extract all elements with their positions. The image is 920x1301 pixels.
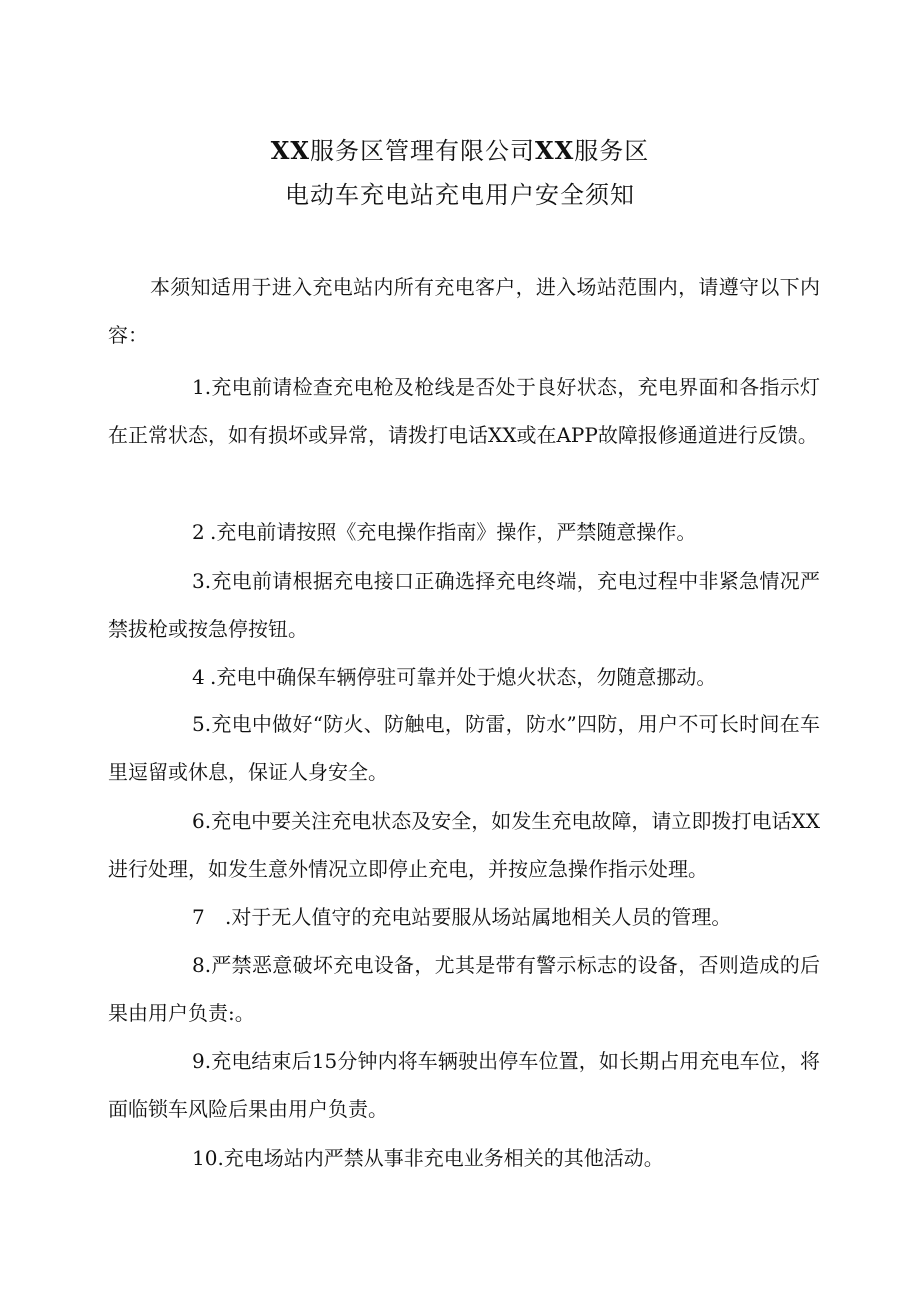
rule-item-3 bbox=[108, 557, 820, 653]
document-title-line1 bbox=[0, 131, 920, 166]
rule-number: 1 bbox=[192, 375, 205, 399]
rule-text: .充电中要关注充电状态及安全，如发生充电故障，请立即拨打电话XX进行处理，如发生意外情况立即停止充电，并按应急操作指示处理。 bbox=[108, 809, 820, 881]
rule-text: .充电前请根据充电接口正确选择充电终端，充电过程中非紧急情况严禁拔枪或按急停按钮。 bbox=[108, 569, 820, 641]
rule-number: 4 bbox=[192, 665, 205, 689]
rule-number: 10 bbox=[192, 1146, 218, 1170]
rule-item-1 bbox=[108, 363, 820, 459]
rule-number: 2 bbox=[192, 520, 205, 544]
title-xx-a: XX bbox=[270, 136, 310, 165]
rule-number: 3 bbox=[192, 569, 205, 593]
rule-text: .充电前请检查充电枪及枪线是否处于良好状态，充电界面和各指示灯在正常状态，如有损坏或异常，请拨打电话XX或在APP故障报修通道进行反馈。 bbox=[108, 375, 820, 447]
rule-number: 9 bbox=[192, 1049, 205, 1073]
title-xx-b: XX bbox=[535, 136, 575, 165]
rule-item-9 bbox=[108, 1037, 820, 1133]
rule-item-4 bbox=[108, 653, 820, 701]
rule-item-6 bbox=[108, 797, 820, 893]
title-service-area: 服务区 bbox=[574, 137, 650, 165]
rule-text: .严禁恶意破坏充电设备，尤其是带有警示标志的设备，否则造成的后果由用户负责:。 bbox=[108, 953, 820, 1025]
rule-number: 8 bbox=[192, 953, 205, 977]
rule-text: .对于无人值守的充电站要服从场站属地相关人员的管理。 bbox=[225, 905, 732, 929]
rule-item-10 bbox=[108, 1134, 820, 1182]
rule-text: .充电前请按照《充电操作指南》操作，严禁随意操作。 bbox=[210, 520, 697, 544]
rule-number: 6 bbox=[192, 809, 205, 833]
document-title-line2: 电动车充电站充电用户安全须知 bbox=[285, 181, 635, 209]
rule-number: 7 bbox=[192, 905, 205, 929]
title-company: 服务区管理有限公司 bbox=[310, 137, 535, 165]
rule-item-2 bbox=[108, 508, 820, 556]
rule-item-8 bbox=[108, 941, 820, 1037]
rule-text: .充电中确保车辆停驻可靠并处于熄火状态，勿随意挪动。 bbox=[210, 665, 717, 689]
rule-item-5 bbox=[108, 700, 820, 796]
rule-text: .充电场站内严禁从事非充电业务相关的其他活动。 bbox=[217, 1146, 664, 1170]
rule-text: .充电中做好“防火、防触电，防雷，防水”四防，用户不可长时间在车里逗留或休息，保证人身安全。 bbox=[108, 712, 820, 784]
rule-number: 5 bbox=[192, 712, 205, 736]
intro-paragraph: 本须知适用于进入充电站内所有充电客户，进入场站范围内，请遵守以下内容： bbox=[108, 275, 820, 347]
rule-item-7 bbox=[108, 893, 820, 941]
rule-text: .充电结束后15分钟内将车辆驶出停车位置，如长期占用充电车位，将面临锁车风险后果由用户负责。 bbox=[108, 1049, 820, 1121]
